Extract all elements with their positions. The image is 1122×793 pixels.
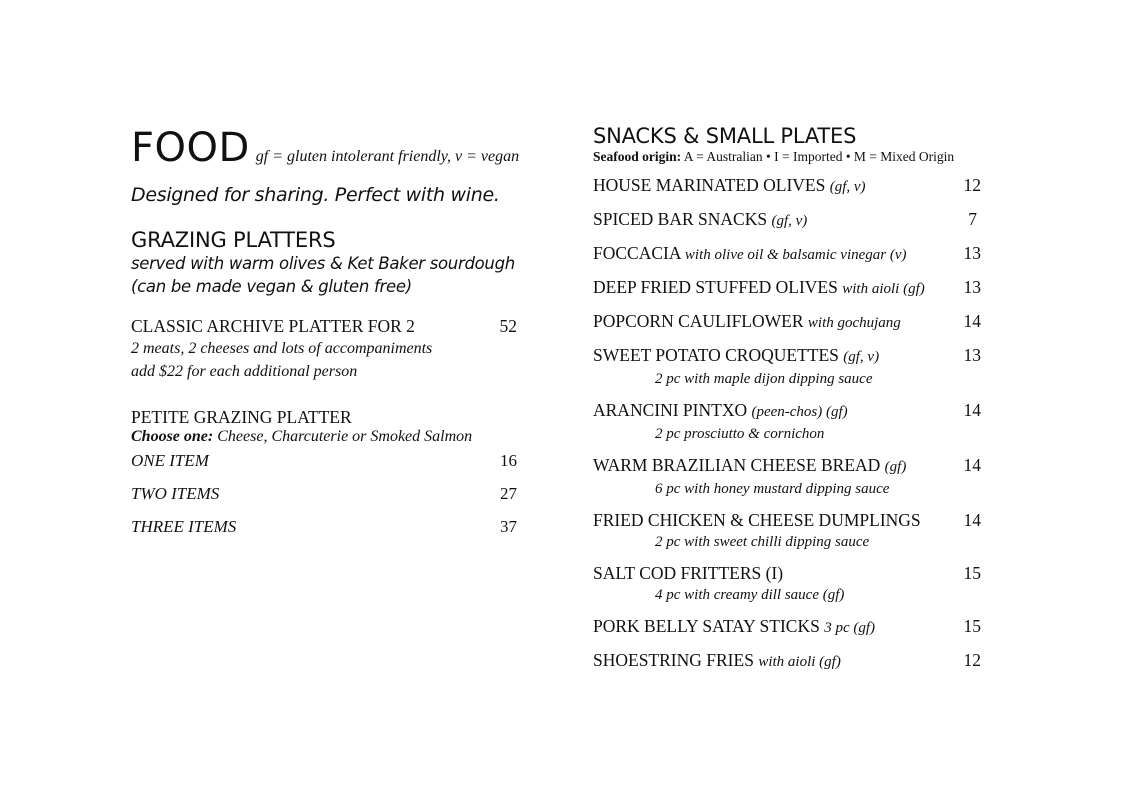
menu-item	[593, 242, 1003, 267]
option-label: ONE ITEM	[131, 451, 209, 470]
item-price: 14	[963, 400, 981, 420]
seafood-origin	[593, 149, 1003, 165]
item-note: 3 pc (gf)	[824, 620, 876, 636]
item-name: PORK BELLY SATAY STICKS	[593, 616, 820, 636]
snack-list	[593, 174, 1003, 674]
classic-platter-desc-2: add $22 for each additional person	[131, 363, 358, 380]
food-header	[131, 125, 531, 171]
food-title: FOOD	[131, 125, 250, 171]
item-price: 13	[963, 243, 981, 263]
item-name: HOUSE MARINATED OLIVES	[593, 175, 826, 195]
item-note: with aioli (gf)	[758, 654, 841, 670]
item-price: 12	[963, 650, 981, 670]
item-price: 7	[968, 209, 977, 229]
item-name: SPICED BAR SNACKS	[593, 209, 768, 229]
grazing-subtitle-2: (can be made vegan & gluten free)	[131, 277, 412, 296]
menu-item	[593, 208, 1003, 233]
item-price: 12	[963, 175, 981, 195]
item-price: 13	[963, 345, 981, 365]
item-note: (gf)	[884, 459, 907, 475]
item-name: FRIED CHICKEN & CHEESE DUMPLINGS	[593, 510, 921, 530]
item-detail: 2 pc with sweet chilli dipping sauce	[655, 534, 870, 550]
petite-choose-line	[131, 428, 531, 446]
item-note: with olive oil & balsamic vinegar (v)	[684, 247, 907, 263]
menu-item	[593, 509, 1003, 553]
menu-item	[593, 615, 1003, 640]
right-column	[593, 124, 1003, 683]
item-price: 15	[963, 616, 981, 636]
option-row	[131, 517, 531, 537]
item-note: (gf, v)	[829, 179, 866, 195]
classic-platter	[131, 316, 531, 383]
grazing-heading: GRAZING PLATTERS	[131, 228, 336, 252]
dietary-key: gf = gluten intolerant friendly, v = vegan	[255, 148, 520, 165]
classic-platter-row	[131, 316, 531, 337]
item-price: 14	[963, 510, 981, 530]
choose-label: Choose one:	[131, 428, 214, 445]
classic-platter-desc-1: 2 meats, 2 cheeses and lots of accompaniments	[131, 340, 433, 357]
option-price: 27	[500, 484, 517, 503]
item-note: with gochujang	[807, 315, 901, 331]
item-price: 13	[963, 277, 981, 297]
item-note: with aioli (gf)	[842, 281, 925, 297]
left-column	[131, 125, 531, 537]
item-detail: 2 pc with maple dijon dipping sauce	[655, 371, 873, 387]
menu-item	[593, 276, 1003, 301]
item-price: 15	[963, 563, 981, 583]
item-note: (gf, v)	[771, 213, 808, 229]
snacks-heading: SNACKS & SMALL PLATES	[593, 124, 857, 148]
origin-label: Seafood origin:	[593, 149, 682, 164]
item-detail: 4 pc with creamy dill sauce (gf)	[655, 587, 845, 603]
grazing-subtitle-1: served with warm olives & Ket Baker sourdough	[131, 254, 515, 273]
choose-options: Cheese, Charcuterie or Smoked Salmon	[217, 428, 473, 445]
item-name: DEEP FRIED STUFFED OLIVES	[593, 277, 838, 297]
menu-item	[593, 344, 1003, 390]
item-name: ARANCINI PINTXO	[593, 400, 748, 420]
option-label: THREE ITEMS	[131, 517, 237, 536]
menu-item	[593, 649, 1003, 674]
option-price: 37	[500, 517, 517, 536]
item-name: POPCORN CAULIFLOWER	[593, 311, 804, 331]
option-price: 16	[500, 451, 517, 470]
item-name: SHOESTRING FRIES	[593, 650, 754, 670]
classic-platter-name: CLASSIC ARCHIVE PLATTER FOR 2	[131, 316, 415, 336]
item-note: (gf, v)	[843, 349, 880, 365]
menu-item	[593, 454, 1003, 500]
classic-platter-price: 52	[499, 316, 517, 336]
item-note: (peen-chos) (gf)	[751, 404, 848, 420]
petite-platter	[131, 407, 531, 537]
menu-item	[593, 310, 1003, 335]
origin-legend: A = Australian • I = Imported • M = Mixed Origin	[683, 149, 955, 164]
option-row	[131, 484, 531, 504]
item-name: WARM BRAZILIAN CHEESE BREAD	[593, 455, 881, 475]
option-row	[131, 451, 531, 471]
petite-platter-name: PETITE GRAZING PLATTER	[131, 407, 352, 427]
item-name: SALT COD FRITTERS (I)	[593, 563, 784, 583]
option-label: TWO ITEMS	[131, 484, 220, 503]
item-name: FOCCACIA	[593, 243, 681, 263]
item-price: 14	[963, 311, 981, 331]
item-detail: 2 pc prosciutto & cornichon	[655, 426, 825, 442]
item-price: 14	[963, 455, 981, 475]
menu-item	[593, 399, 1003, 445]
menu-item	[593, 562, 1003, 606]
menu-item	[593, 174, 1003, 199]
tagline: Designed for sharing. Perfect with wine.	[131, 184, 500, 206]
item-name: SWEET POTATO CROQUETTES	[593, 345, 839, 365]
item-detail: 6 pc with honey mustard dipping sauce	[655, 481, 890, 497]
